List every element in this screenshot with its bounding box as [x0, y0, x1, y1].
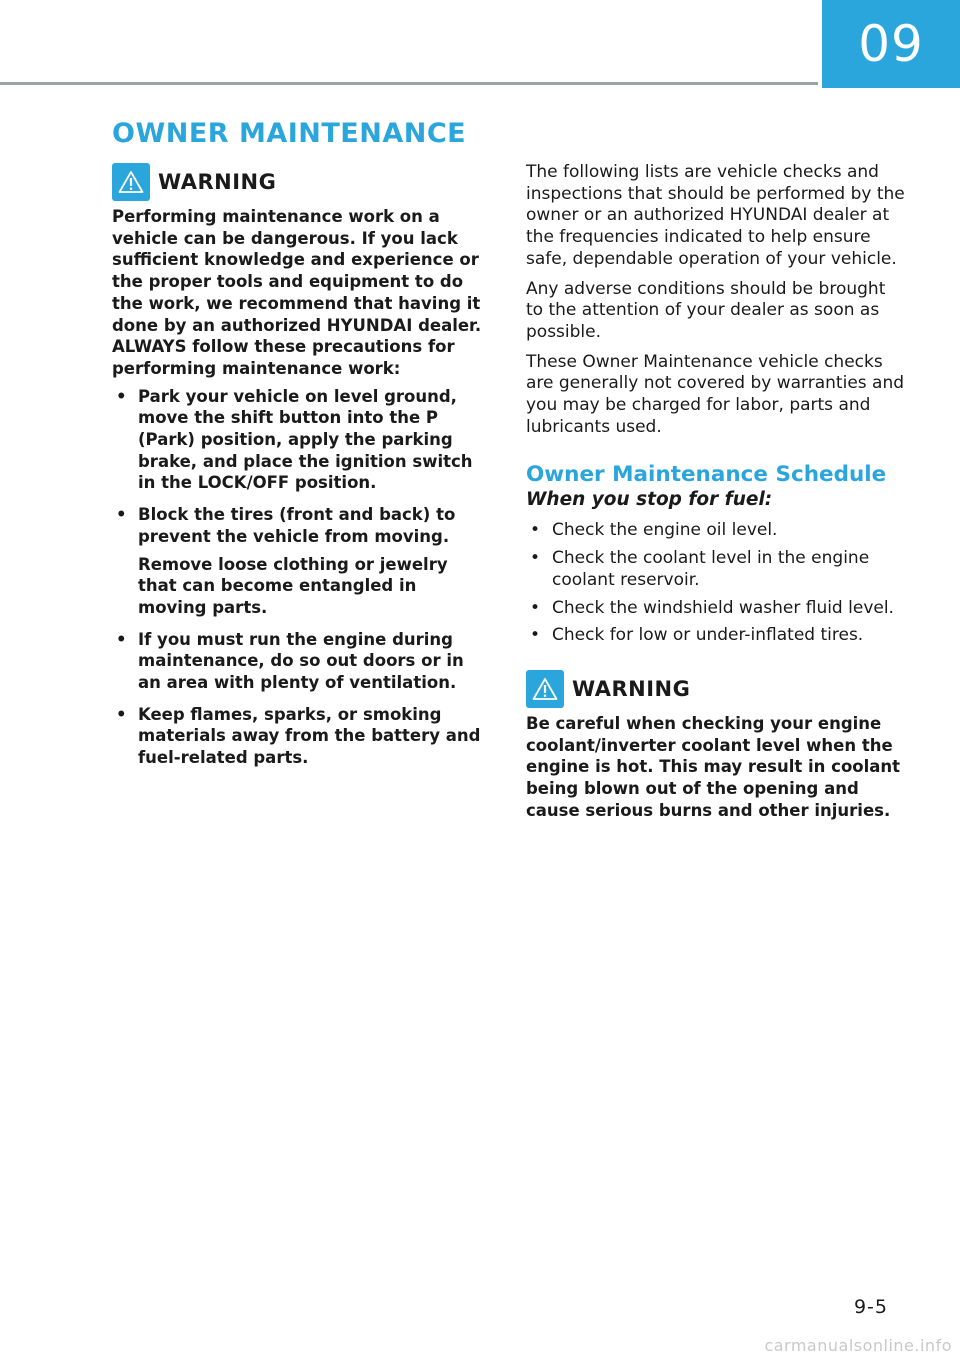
- warning-label: WARNING: [572, 676, 691, 701]
- warning-label: WARNING: [158, 170, 277, 194]
- page-number: 9-5: [853, 1296, 888, 1318]
- chapter-tab: [822, 0, 960, 88]
- list-item: [112, 386, 486, 495]
- warning-icon: [526, 670, 564, 708]
- section-title: OWNER MAINTENANCE: [112, 118, 467, 149]
- header-rule: [0, 82, 818, 85]
- list-item: • Check the coolant level in the engine coolant reservoir.: [526, 548, 906, 591]
- left-column: [112, 162, 486, 779]
- paragraph: The following lists are vehicle checks and inspections that should be performed by the owner or an authorized HYUNDAI dealer at the frequencies indicated to help ensure safe, dependable operation of your vehicle.: [526, 162, 905, 269]
- list-item: • Check the engine oil level.: [526, 520, 906, 542]
- list-item: [112, 704, 486, 769]
- warning-icon: [112, 163, 150, 201]
- warning-header: [526, 669, 906, 709]
- warning-intro: Performing maintenance work on a vehicle can be dangerous. If you lack sufficient knowledge and experience or the proper tools and equipment to do the work, we recommend that having it done by an authorized HYUNDAI dealer. ALWAYS follow these precautions for performing maintenance work:: [112, 207, 482, 378]
- paragraph: These Owner Maintenance vehicle checks are generally not covered by warranties and you may be charged for labor, parts and lubricants used.: [526, 351, 905, 437]
- precaution-list: [112, 386, 486, 769]
- watermark: carmanualsonline.info: [764, 1336, 952, 1355]
- list-item: [112, 504, 486, 619]
- list-item-text: If you must run the engine during maintenance, do so out doors or in an area with plenty of ventilation.: [138, 629, 464, 693]
- warning-header: [112, 162, 486, 202]
- right-column: [526, 162, 906, 827]
- list-item: [112, 629, 486, 694]
- list-item: • Check for low or under-inflated tires.: [526, 625, 906, 647]
- list-item-extra: Remove loose clothing or jewelry that can become entangled in moving parts.: [138, 554, 448, 617]
- chapter-number: 09: [858, 15, 924, 73]
- fuel-heading: When you stop for fuel:: [526, 489, 773, 511]
- schedule-heading: Owner Maintenance Schedule: [526, 462, 887, 488]
- list-item: • Check the windshield washer fluid level.: [526, 598, 906, 620]
- warning-text: Be careful when checking your engine coolant/inverter coolant level when the engine is hot. This may result in coolant being blown out of the opening and cause serious burns and other injuries.: [526, 713, 901, 820]
- fuel-check-list: [526, 520, 906, 647]
- paragraph: Any adverse conditions should be brought to the attention of your dealer as soon as possible.: [526, 278, 886, 342]
- list-item-text: Block the tires (front and back) to prevent the vehicle from moving.: [138, 505, 456, 546]
- list-item-text: Park your vehicle on level ground, move the shift button into the P (Park) position, apply the parking brake, and place the ignition switch in the LOCK/OFF position.: [138, 386, 473, 493]
- list-item-text: Keep flames, sparks, or smoking materials away from the battery and fuel-related parts.: [138, 704, 481, 768]
